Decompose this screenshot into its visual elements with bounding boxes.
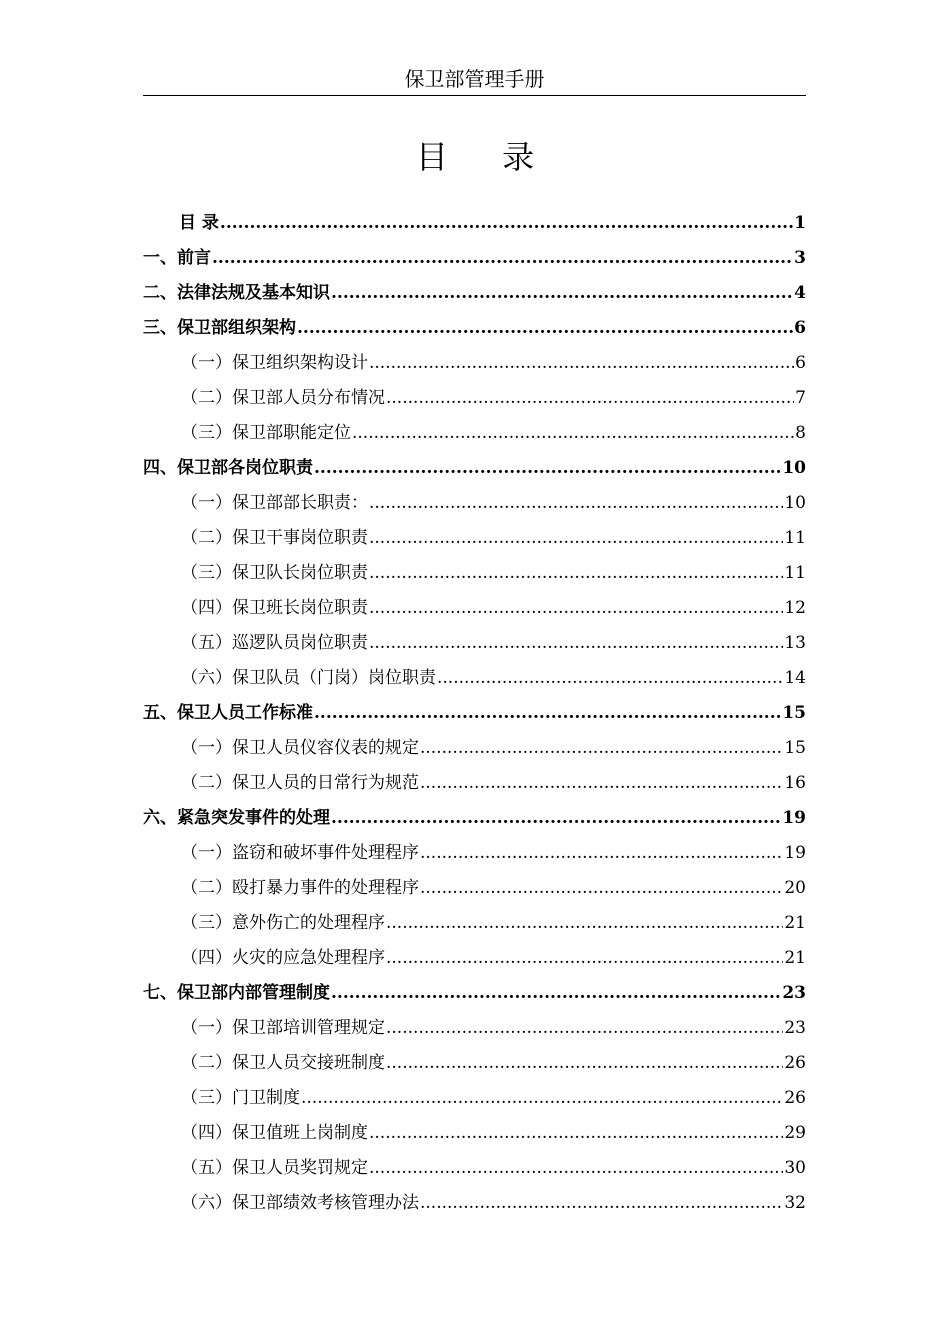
toc-entry[interactable] xyxy=(143,381,806,416)
toc-entry-label: （四）保卫值班上岗制度 xyxy=(181,1123,368,1143)
toc-entry-page-number: 23 xyxy=(784,1018,806,1038)
toc-entry-label: （三）门卫制度 xyxy=(181,1088,300,1108)
toc-dot-leader xyxy=(297,311,793,346)
toc-dot-leader xyxy=(331,276,793,311)
toc-entry-label: （二）殴打暴力事件的处理程序 xyxy=(181,878,419,898)
toc-entry[interactable] xyxy=(143,206,806,241)
toc-entry-label: （一）保卫人员仪容仪表的规定 xyxy=(181,738,419,758)
toc-entry[interactable] xyxy=(143,731,806,766)
toc-entry-label: （一）保卫组织架构设计 xyxy=(181,353,368,373)
toc-entry-page-number: 30 xyxy=(784,1158,806,1178)
toc-entry[interactable] xyxy=(143,311,806,346)
toc-entry-label: （二）保卫部人员分布情况 xyxy=(181,388,385,408)
toc-entry-label: （四）火灾的应急处理程序 xyxy=(181,948,385,968)
toc-entry-label: 五、保卫人员工作标准 xyxy=(143,703,313,723)
toc-entry-page-number: 29 xyxy=(784,1123,806,1143)
toc-entry[interactable] xyxy=(143,276,806,311)
toc-dot-leader xyxy=(369,556,783,591)
toc-dot-leader xyxy=(331,801,781,836)
toc-entry-page-number: 32 xyxy=(784,1193,806,1213)
toc-entry-page-number: 21 xyxy=(784,913,806,933)
toc-entry-page-number: 8 xyxy=(795,423,806,443)
toc-entry[interactable] xyxy=(143,416,806,451)
toc-dot-leader xyxy=(420,766,783,801)
toc-dot-leader xyxy=(386,1046,783,1081)
toc-entry-label: （一）保卫部培训管理规定 xyxy=(181,1018,385,1038)
toc-entry-page-number: 21 xyxy=(784,948,806,968)
toc-entry[interactable] xyxy=(143,346,806,381)
toc-entry[interactable] xyxy=(143,521,806,556)
toc-entry-page-number: 1 xyxy=(794,213,806,233)
toc-entry-page-number: 15 xyxy=(784,738,806,758)
toc-entry-label: （二）保卫人员交接班制度 xyxy=(181,1053,385,1073)
toc-dot-leader xyxy=(420,731,783,766)
toc-dot-leader xyxy=(369,486,783,521)
toc-entry[interactable] xyxy=(143,941,806,976)
toc-entry-label: （六）保卫部绩效考核管理办法 xyxy=(181,1193,419,1213)
toc-entry-label: 三、保卫部组织架构 xyxy=(143,318,296,338)
toc-dot-leader xyxy=(420,871,783,906)
toc-dot-leader xyxy=(369,1116,783,1151)
toc-dot-leader xyxy=(420,1186,783,1221)
toc-entry-label: 七、保卫部内部管理制度 xyxy=(143,983,330,1003)
toc-dot-leader xyxy=(369,346,794,381)
toc-dot-leader xyxy=(352,416,794,451)
toc-entry-page-number: 12 xyxy=(784,598,806,618)
toc-entry-page-number: 26 xyxy=(784,1053,806,1073)
toc-dot-leader xyxy=(369,521,783,556)
toc-entry[interactable] xyxy=(143,836,806,871)
toc-entry[interactable] xyxy=(143,1046,806,1081)
toc-entry[interactable] xyxy=(143,1186,806,1221)
toc-entry-label: （六）保卫队员（门岗）岗位职责 xyxy=(181,668,436,688)
toc-entry[interactable] xyxy=(143,871,806,906)
toc-entry[interactable] xyxy=(143,1116,806,1151)
toc-entry-label: （二）保卫干事岗位职责 xyxy=(181,528,368,548)
toc-entry[interactable] xyxy=(143,556,806,591)
toc-entry[interactable] xyxy=(143,766,806,801)
toc-entry-label: （四）保卫班长岗位职责 xyxy=(181,598,368,618)
table-of-contents xyxy=(143,206,806,1221)
toc-entry[interactable] xyxy=(143,486,806,521)
toc-entry-page-number: 10 xyxy=(782,458,806,478)
document-title: 目 录 xyxy=(415,138,557,176)
toc-entry-page-number: 16 xyxy=(784,773,806,793)
toc-entry-label: （一）保卫部部长职责： xyxy=(181,493,368,513)
toc-entry-page-number: 6 xyxy=(794,318,806,338)
toc-dot-leader xyxy=(220,206,793,241)
toc-entry[interactable] xyxy=(143,1081,806,1116)
toc-entry-label: 目 录 xyxy=(179,213,219,233)
toc-entry-page-number: 4 xyxy=(794,283,806,303)
toc-entry-page-number: 6 xyxy=(795,353,806,373)
toc-dot-leader xyxy=(369,591,783,626)
toc-entry-page-number: 11 xyxy=(784,563,806,583)
toc-entry[interactable] xyxy=(143,241,806,276)
toc-entry-label: 二、法律法规及基本知识 xyxy=(143,283,330,303)
toc-entry-label: 四、保卫部各岗位职责 xyxy=(143,458,313,478)
toc-dot-leader xyxy=(386,381,794,416)
toc-entry[interactable] xyxy=(143,451,806,486)
toc-dot-leader xyxy=(437,661,783,696)
toc-entry-page-number: 19 xyxy=(782,808,806,828)
header-title: 保卫部管理手册 xyxy=(404,67,545,91)
toc-entry-page-number: 11 xyxy=(784,528,806,548)
toc-entry-page-number: 26 xyxy=(784,1088,806,1108)
toc-entry[interactable] xyxy=(143,696,806,731)
toc-entry-label: （三）意外伤亡的处理程序 xyxy=(181,913,385,933)
toc-dot-leader xyxy=(212,241,793,276)
toc-entry-label: 一、前言 xyxy=(143,248,211,268)
toc-dot-leader xyxy=(331,976,781,1011)
toc-entry[interactable] xyxy=(143,801,806,836)
toc-dot-leader xyxy=(301,1081,783,1116)
toc-dot-leader xyxy=(369,1151,783,1186)
toc-dot-leader xyxy=(369,626,783,661)
toc-entry[interactable] xyxy=(143,626,806,661)
toc-entry-page-number: 14 xyxy=(784,668,806,688)
toc-entry-label: （三）保卫队长岗位职责 xyxy=(181,563,368,583)
toc-dot-leader xyxy=(314,451,781,486)
toc-dot-leader xyxy=(386,906,783,941)
toc-entry[interactable] xyxy=(143,1151,806,1186)
toc-entry-page-number: 3 xyxy=(794,248,806,268)
toc-entry-page-number: 20 xyxy=(784,878,806,898)
toc-entry-page-number: 7 xyxy=(795,388,806,408)
page-header xyxy=(143,64,806,96)
toc-entry-page-number: 19 xyxy=(784,843,806,863)
toc-entry-label: 六、紧急突发事件的处理 xyxy=(143,808,330,828)
toc-entry-page-number: 10 xyxy=(784,493,806,513)
toc-entry-page-number: 23 xyxy=(782,983,806,1003)
toc-dot-leader xyxy=(314,696,781,731)
toc-entry-label: （三）保卫部职能定位 xyxy=(181,423,351,443)
toc-entry[interactable] xyxy=(143,661,806,696)
toc-dot-leader xyxy=(420,836,783,871)
toc-entry[interactable] xyxy=(143,591,806,626)
toc-entry-page-number: 13 xyxy=(784,633,806,653)
toc-entry[interactable] xyxy=(143,1011,806,1046)
toc-entry-label: （五）巡逻队员岗位职责 xyxy=(181,633,368,653)
toc-entry[interactable] xyxy=(143,906,806,941)
toc-entry[interactable] xyxy=(143,976,806,1011)
toc-entry-label: （五）保卫人员奖罚规定 xyxy=(181,1158,368,1178)
toc-entry-label: （二）保卫人员的日常行为规范 xyxy=(181,773,419,793)
toc-dot-leader xyxy=(386,941,783,976)
toc-dot-leader xyxy=(386,1011,783,1046)
toc-entry-page-number: 15 xyxy=(782,703,806,723)
toc-entry-label: （一）盗窃和破坏事件处理程序 xyxy=(181,843,419,863)
